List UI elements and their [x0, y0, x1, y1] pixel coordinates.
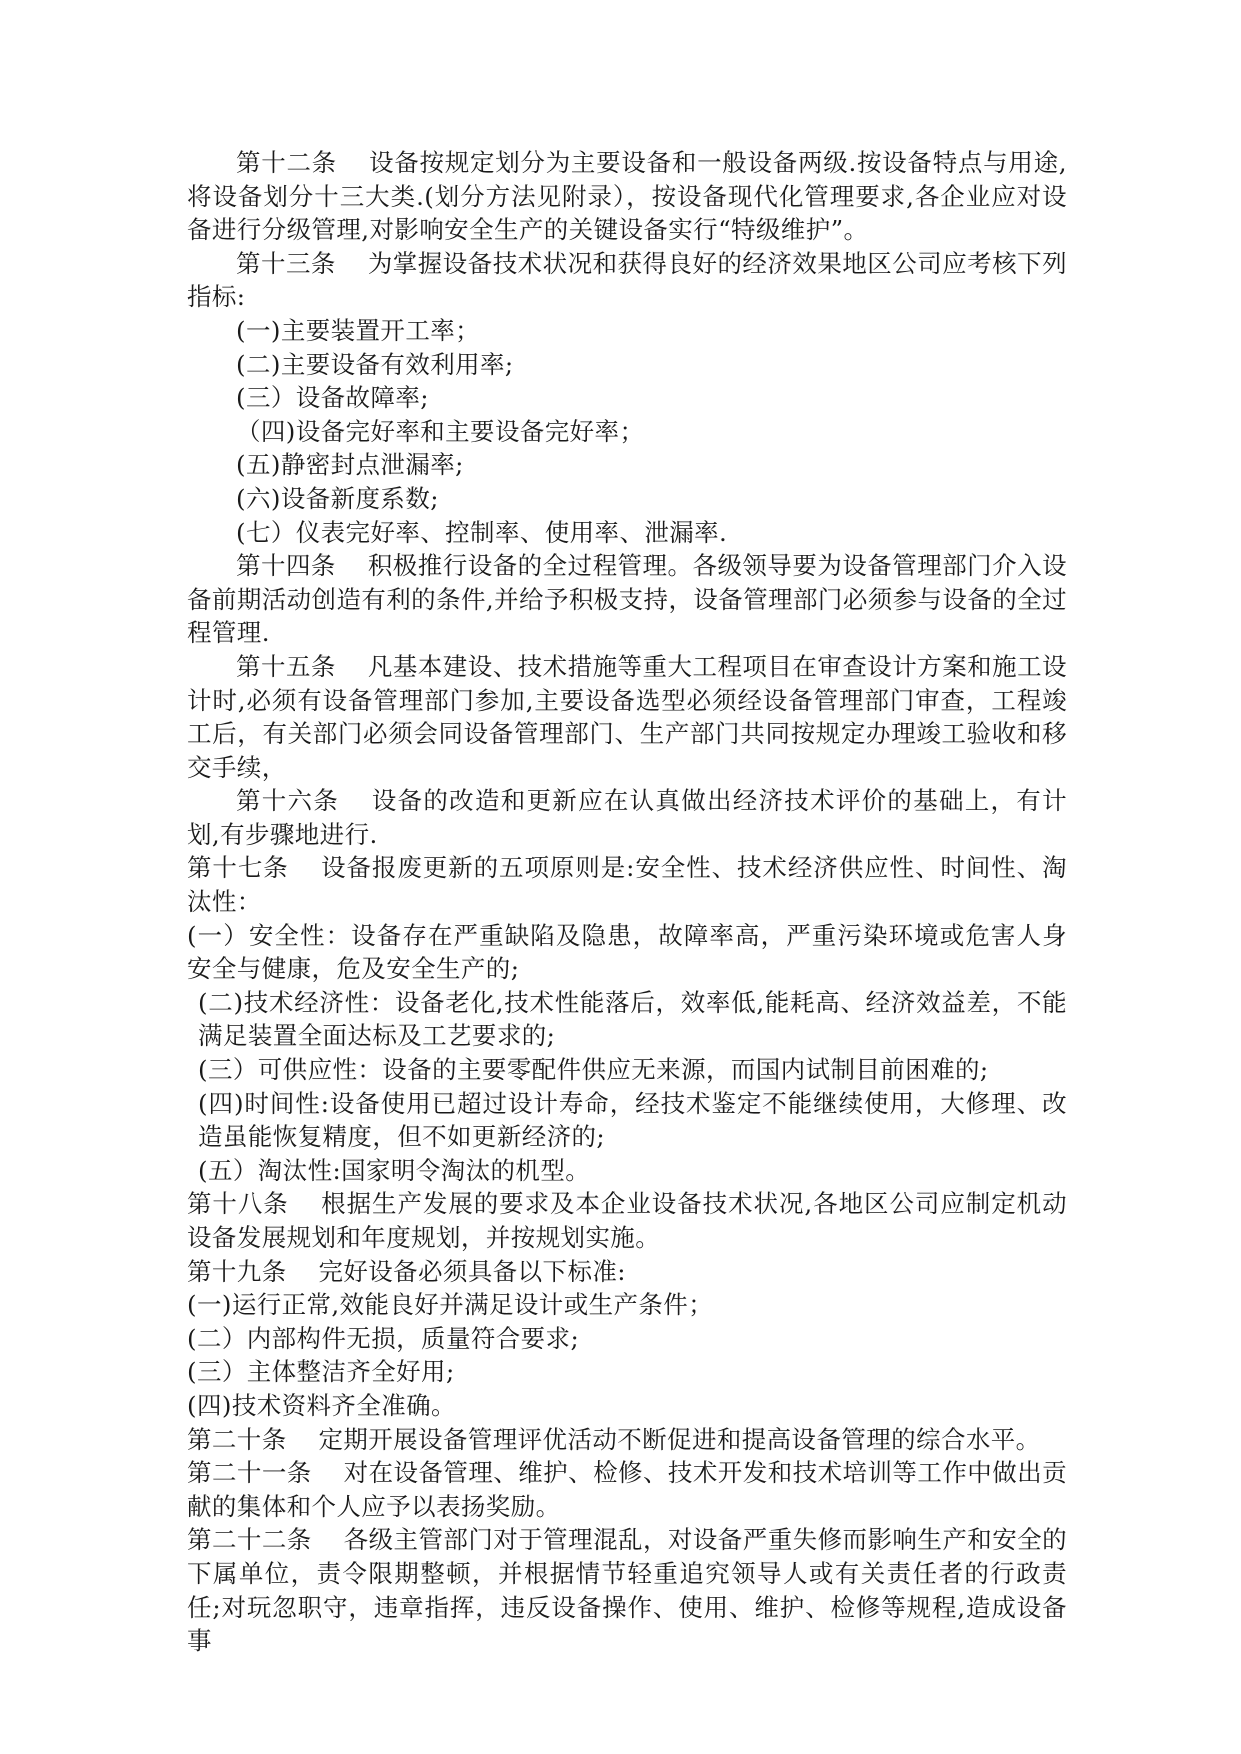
list-item — [187, 516, 1067, 550]
paragraph-text: 为掌握设备技术状况和获得良好的经济效果地区公司应考核下列指标: — [187, 248, 1067, 312]
article-heading: 第十二条 — [236, 148, 337, 177]
paragraph-text: (四)技术资料齐全准确。 — [187, 1390, 456, 1420]
paragraph-text: (二)主要设备有效利用率; — [236, 349, 514, 379]
paragraph-text: 完好设备必须具备以下标准: — [318, 1256, 626, 1286]
paragraph-text: 凡基本建设、技术措施等重大工程项目在审查设计方案和施工设计时,必须有设备管理部门参加,主要设备选型必须经设备管理部门审查，工程竣工后，有关部门必须会同设备管理部门、生产部门共同按规定办理竣工验收和移交手续， — [187, 651, 1067, 782]
list-item — [187, 1389, 1067, 1423]
paragraph-text: 设备按规定划分为主要设备和一般设备两级.按设备特点与用途,将设备划分十三大类.(划分方法见附录），按设备现代化管理要求,各企业应对设备进行分级管理,对影响安全生产的关键设备实行“特级维护”。 — [187, 148, 1067, 245]
document-body — [187, 146, 1067, 1658]
article-paragraph — [187, 1187, 1067, 1254]
paragraph-text: (三）设备故障率; — [236, 383, 429, 413]
article-heading: 第十四条 — [236, 551, 336, 581]
paragraph-text: （四)设备完好率和主要设备完好率； — [236, 416, 645, 446]
article-heading: 第二十二条 — [187, 1525, 312, 1555]
paragraph-text: (三）主体整洁齐全好用; — [187, 1357, 455, 1387]
article-heading: 第十七条 — [187, 853, 289, 883]
paragraph-text: (一)主要装置开工率； — [236, 315, 481, 345]
paragraph-text: 设备报废更新的五项原则是:安全性、技术经济供应性、时间性、淘汰性： — [187, 853, 1067, 917]
list-item — [187, 1355, 1067, 1389]
paragraph-text: (二)技术经济性：设备老化,技术性能落后，效率低,能耗高、经济效益差，不能满足装置全面达标及工艺要求的; — [198, 987, 1067, 1051]
article-paragraph — [187, 650, 1067, 784]
article-paragraph — [187, 1456, 1067, 1523]
article-paragraph — [187, 1423, 1067, 1457]
paragraph-text: (五）淘汰性:国家明令淘汰的机型。 — [198, 1155, 591, 1185]
paragraph-text: (五)静密封点泄漏率; — [236, 450, 464, 480]
list-item — [187, 482, 1067, 516]
paragraph-text: 定期开展设备管理评优活动不断促进和提高设备管理的综合水平。 — [318, 1424, 1041, 1454]
list-item — [187, 1154, 1067, 1188]
list-item — [187, 415, 1067, 449]
list-item — [187, 1322, 1067, 1356]
article-paragraph — [187, 784, 1067, 851]
paragraph-text: 各级主管部门对于管理混乱，对设备严重失修而影响生产和安全的下属单位，责令限期整顿，并根据情节轻重追究领导人或有关责任者的行政责任;对玩忽职守，违章指挥，违反设备操作、使用、维护、检修等规程,造成设备事 — [187, 1525, 1067, 1656]
list-item — [187, 314, 1067, 348]
paragraph-text: (六)设备新度系数; — [236, 483, 439, 513]
paragraph-text: 根据生产发展的要求及本企业设备技术状况,各地区公司应制定机动设备发展规划和年度规划，并按规划实施。 — [187, 1189, 1067, 1252]
article-heading: 第十六条 — [236, 786, 340, 816]
list-item — [187, 919, 1067, 986]
list-item — [187, 348, 1067, 382]
article-paragraph — [187, 851, 1067, 918]
paragraph-text: (一）安全性：设备存在严重缺陷及隐患，故障率高，严重污染环境或危害人身安全与健康，危及安全生产的; — [187, 920, 1067, 984]
article-heading: 第二十条 — [187, 1424, 287, 1454]
paragraph-text: 设备的改造和更新应在认真做出经济技术评价的基础上，有计划,有步骤地进行. — [187, 786, 1067, 849]
article-heading: 第十三条 — [236, 248, 336, 278]
article-paragraph — [187, 247, 1067, 314]
list-item — [187, 1288, 1067, 1322]
paragraph-text: (二）内部构件无损，质量符合要求; — [187, 1323, 580, 1353]
paragraph-text: 对在设备管理、维护、检修、技术开发和技术培训等工作中做出贡献的集体和个人应予以表扬奖励。 — [187, 1458, 1067, 1521]
article-heading: 第十九条 — [187, 1256, 287, 1286]
article-heading: 第二十一条 — [187, 1458, 312, 1488]
article-paragraph — [187, 1255, 1067, 1289]
article-heading: 第十五条 — [236, 651, 336, 681]
list-item — [187, 448, 1067, 482]
paragraph-text: 积极推行设备的全过程管理。各级领导要为设备管理部门介入设备前期活动创造有利的条件,并给予积极支持，设备管理部门必须参与设备的全过程管理. — [187, 551, 1067, 648]
article-heading: 第十八条 — [187, 1189, 289, 1219]
list-item — [187, 986, 1067, 1053]
paragraph-text: (七）仪表完好率、控制率、使用率、泄漏率. — [236, 517, 728, 547]
article-paragraph — [187, 146, 1067, 247]
article-paragraph — [187, 1523, 1067, 1657]
list-item — [187, 1053, 1067, 1087]
paragraph-text: (三）可供应性：设备的主要零配件供应无来源，而国内试制目前困难的; — [198, 1055, 989, 1085]
article-paragraph — [187, 549, 1067, 650]
list-item — [187, 381, 1067, 415]
paragraph-text: (四)时间性:设备使用已超过设计寿命，经技术鉴定不能继续使用，大修理、改造虽能恢复精度，但不如更新经济的; — [198, 1088, 1067, 1152]
paragraph-text: (一)运行正常,效能良好并满足设计或生产条件； — [187, 1290, 714, 1320]
list-item — [187, 1087, 1067, 1154]
